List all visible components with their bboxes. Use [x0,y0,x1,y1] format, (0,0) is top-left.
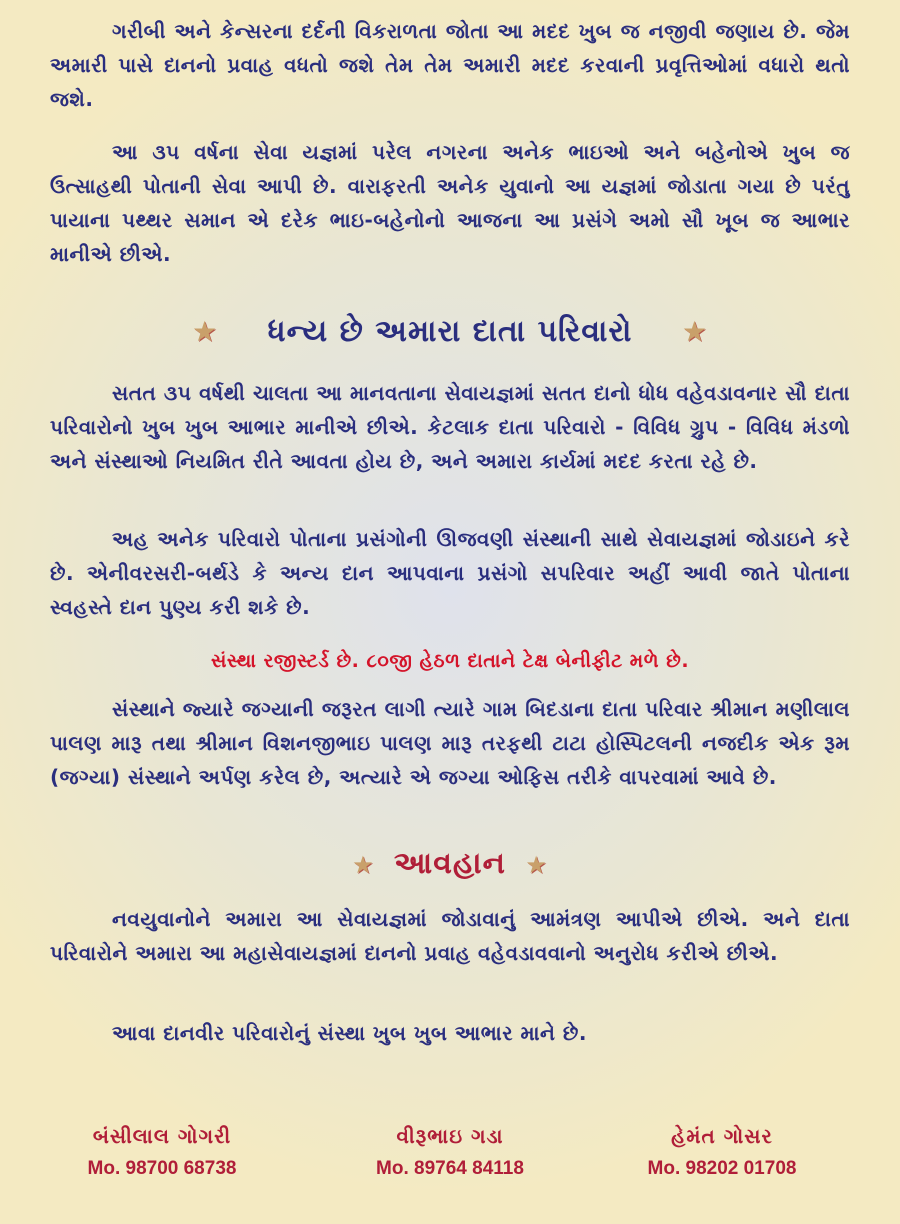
contact-card [320,1124,580,1180]
contact-name: હેમંત ગોસર [671,1124,773,1148]
paragraph-donor-thanks: સતત ૩૫ વર્ષથી ચાલતા આ માનવતાના સેવાયજ્ઞમાં સતત દાનો ધોધ વહેવડાવનાર સૌ દાતા પરિવારોનો ખુબ ખુબ આભાર માનીએ છીએ. કેટલાક દાતા પરિવારો - વિવિધ ગ્રુપ - વિવિધ મંડળો અને સંસ્થાઓ નિયમિત રીતે આવતા હોય છે, અને અમારા કાર્યમાં મદદ કરતા રહે છે. [50,381,850,473]
star-icon: ★ [352,851,375,879]
paragraph-volunteers: આ ૩૫ વર્ષના સેવા યજ્ઞમાં પરેલ નગરના અનેક ભાઇઓ અને બહેનોએ ખુબ જ ઉત્સાહથી પોતાની સેવા આપી છે. વારાફરતી અનેક યુવાનો આ યજ્ઞમાં જોડાતા ગયા છે પરંતુ પાયાના પથ્થર સમાન એ દરેક ભાઇ-બહેનોનો આજના આ પ્રસંગે અમો સૌ ખૂબ જ આભાર માનીએ છીએ. [50,140,850,266]
heading-donor-families [0,314,900,349]
star-icon: ★ [192,315,219,348]
contact-name: વીરૂભાઇ ગડા [396,1124,504,1148]
contact-card [32,1124,292,1180]
paragraph-gratitude: આવા દાનવીર પરિવારોનું સંસ્થા ખુબ ખુબ આભાર માને છે. [112,1021,587,1045]
tax-benefit-notice: સંસ્થા રજીસ્ટર્ડ છે. ૮૦જી હેઠળ દાતાને ટેક્ષ બેનીફીટ મળે છે. [210,650,690,672]
contact-name: બંસીલાલ ગોગરી [92,1124,232,1148]
heading-appeal [0,846,900,881]
paragraph-intro: ગરીબી અને કેન્સરના દર્દની વિકરાળતા જોતા આ મદદ ખુબ જ નજીવી જણાય છે. જેમ અમારી પાસે દાનનો પ્રવાહ વધતો જશે તેમ તેમ અમારી મદદ કરવાની પ્રવૃત્તિઓમાં વધારો થતો જશે. [50,19,850,111]
contact-mobile: Mo. 98202 01708 [647,1158,797,1179]
heading-donor-families-text: ધન્ય છે અમારા દાતા પરિવારો [267,314,633,349]
heading-appeal-text: આવહાન [394,846,506,881]
paragraph-celebrations: અહ અનેક પરિવારો પોતાના પ્રસંગોની ઊજવણી સંસ્થાની સાથે સેવાયજ્ઞમાં જોડાઇને કરે છે. એનીવરસરી-બર્થડે કે અન્ય દાન આપવાના પ્રસંગો સપરિવાર અહીં આવી જાતે પોતાના સ્વહસ્તે દાન પુણ્ય કરી શકે છે. [50,527,850,619]
paragraph-invitation: નવયુવાનોને અમારા આ સેવાયજ્ઞમાં જોડાવાનું આમંત્રણ આપીએ છીએ. અને દાતા પરિવારોને અમારા આ મહાસેવાયજ્ઞમાં દાનનો પ્રવાહ વહેવડાવવાનો અનુરોધ કરીએ છીએ. [50,907,850,965]
star-icon: ★ [681,315,708,348]
contact-mobile: Mo. 98700 68738 [87,1158,237,1179]
star-icon: ★ [525,851,548,879]
paragraph-office-space: સંસ્થાને જ્યારે જગ્યાની જરૂરત લાગી ત્યારે ગામ બિદડાના દાતા પરિવાર શ્રીમાન મણીલાલ પાલણ મારૂ તથા શ્રીમાન વિશનજીભાઇ પાલણ મારૂ તરફથી ટાટા હોસ્પિટલની નજદીક એક રૂમ (જગ્યા) સંસ્થાને અર્પણ કરેલ છે, અત્યારે એ જગ્યા ઓફિસ તરીકે વાપરવામાં આવે છે. [50,697,850,789]
contact-card [592,1124,852,1180]
contact-mobile: Mo. 89764 84118 [376,1158,524,1179]
